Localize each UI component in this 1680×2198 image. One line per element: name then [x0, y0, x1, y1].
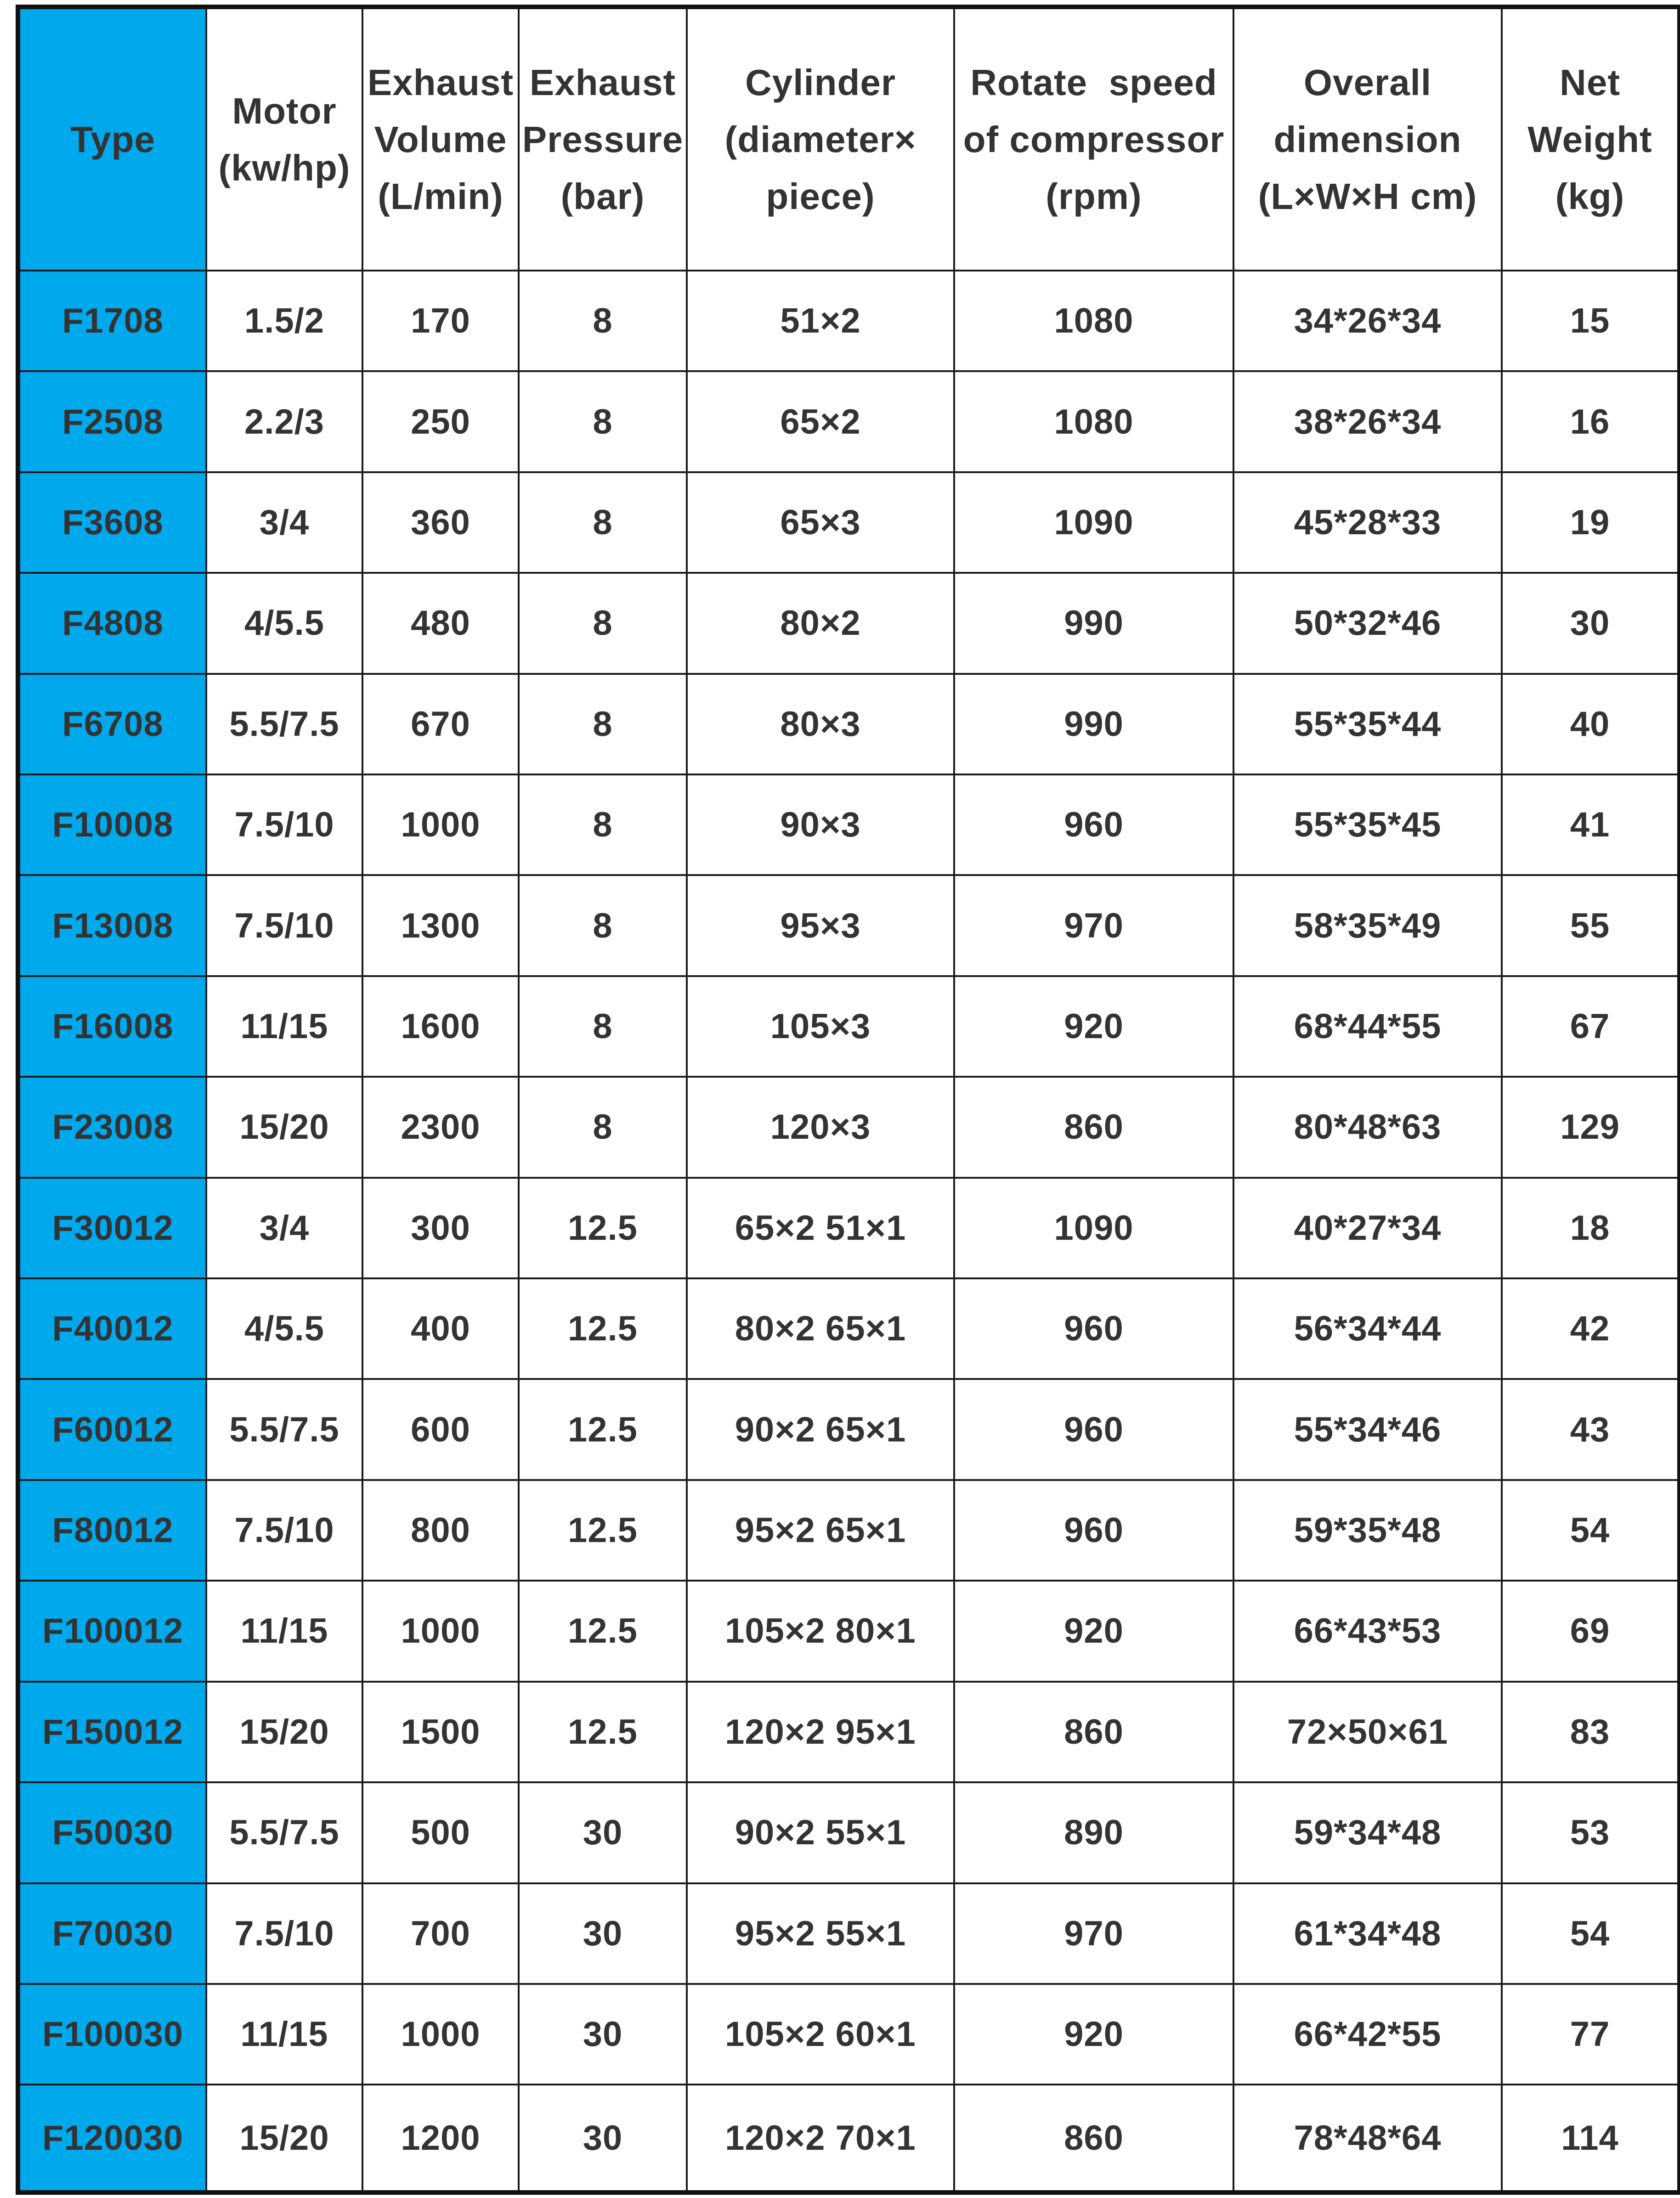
header-line: (kw/hp): [218, 147, 351, 188]
cell-motor: 7.5/10: [206, 1883, 362, 1984]
cell-type: F10008: [18, 774, 206, 875]
cell-exhaust-pressure: 8: [519, 875, 687, 976]
header-line: (L/min): [378, 175, 503, 217]
table-row: [18, 1278, 1680, 1379]
cell-motor: 1.5/2: [206, 271, 362, 371]
table-row: [18, 1682, 1680, 1782]
cell-exhaust-pressure: 30: [519, 1984, 687, 2085]
header-row: [18, 7, 1680, 271]
header-line: Weight: [1527, 119, 1652, 160]
table-row: [18, 674, 1680, 774]
header-line: dimension: [1273, 119, 1462, 160]
cell-net-weight: 54: [1502, 1480, 1680, 1581]
cell-cylinder: 105×2 60×1: [687, 1984, 954, 2085]
table-row: [18, 1379, 1680, 1480]
cell-net-weight: 42: [1502, 1278, 1680, 1379]
cell-motor: 15/20: [206, 1077, 362, 1177]
cell-cylinder: 105×2 80×1: [687, 1581, 954, 1681]
header-line: Volume: [374, 119, 507, 160]
cell-cylinder: 120×3: [687, 1077, 954, 1177]
cell-motor: 15/20: [206, 1682, 362, 1782]
header-exhaust-pressure: [519, 7, 687, 271]
cell-net-weight: 30: [1502, 573, 1680, 673]
cell-motor: 15/20: [206, 2085, 362, 2192]
cell-motor: 4/5.5: [206, 573, 362, 673]
cell-cylinder: 120×2 70×1: [687, 2085, 954, 2192]
cell-exhaust-volume: 1200: [362, 2085, 519, 2192]
cell-cylinder: 65×2: [687, 371, 954, 472]
cell-cylinder: 90×2 55×1: [687, 1782, 954, 1883]
spec-table: [16, 5, 1680, 2195]
cell-rotate-speed: 960: [954, 1379, 1233, 1480]
cell-rotate-speed: 1090: [954, 472, 1233, 573]
cell-rotate-speed: 1080: [954, 271, 1233, 371]
cell-overall-dimension: 55*35*44: [1233, 674, 1502, 774]
cell-overall-dimension: 45*28*33: [1233, 472, 1502, 573]
cell-type: F13008: [18, 875, 206, 976]
cell-cylinder: 95×3: [687, 875, 954, 976]
cell-rotate-speed: 890: [954, 1782, 1233, 1883]
cell-overall-dimension: 66*42*55: [1233, 1984, 1502, 2085]
cell-exhaust-volume: 1000: [362, 1984, 519, 2085]
cell-motor: 2.2/3: [206, 371, 362, 472]
cell-type: F60012: [18, 1379, 206, 1480]
cell-exhaust-volume: 480: [362, 573, 519, 673]
cell-rotate-speed: 860: [954, 1682, 1233, 1782]
cell-cylinder: 95×2 55×1: [687, 1883, 954, 1984]
cell-rotate-speed: 970: [954, 875, 1233, 976]
cell-overall-dimension: 61*34*48: [1233, 1883, 1502, 1984]
header-net-weight: [1502, 7, 1680, 271]
cell-exhaust-pressure: 12.5: [519, 1379, 687, 1480]
table-row: [18, 1581, 1680, 1681]
cell-exhaust-pressure: 8: [519, 371, 687, 472]
cell-overall-dimension: 80*48*63: [1233, 1077, 1502, 1177]
table-row: [18, 875, 1680, 976]
header-line: Pressure: [522, 119, 684, 160]
cell-cylinder: 95×2 65×1: [687, 1480, 954, 1581]
cell-motor: 7.5/10: [206, 875, 362, 976]
cell-exhaust-pressure: 8: [519, 674, 687, 774]
cell-overall-dimension: 59*34*48: [1233, 1782, 1502, 1883]
header-exhaust-volume: [362, 7, 519, 271]
cell-type: F30012: [18, 1178, 206, 1278]
table-row: [18, 271, 1680, 371]
cell-net-weight: 69: [1502, 1581, 1680, 1681]
table-row: [18, 774, 1680, 875]
header-line: Type: [70, 119, 155, 160]
cell-net-weight: 77: [1502, 1984, 1680, 2085]
table-row: [18, 1077, 1680, 1177]
cell-rotate-speed: 960: [954, 1278, 1233, 1379]
cell-type: F100012: [18, 1581, 206, 1681]
table-body: [18, 271, 1680, 2192]
cell-exhaust-pressure: 8: [519, 774, 687, 875]
header-line: Cylinder: [745, 62, 896, 103]
cell-type: F16008: [18, 976, 206, 1077]
cell-exhaust-volume: 600: [362, 1379, 519, 1480]
table-row: [18, 1883, 1680, 1984]
cell-type: F150012: [18, 1682, 206, 1782]
cell-overall-dimension: 55*35*45: [1233, 774, 1502, 875]
cell-cylinder: 51×2: [687, 271, 954, 371]
cell-net-weight: 40: [1502, 674, 1680, 774]
cell-motor: 11/15: [206, 1984, 362, 2085]
cell-exhaust-pressure: 8: [519, 472, 687, 573]
cell-exhaust-pressure: 30: [519, 1883, 687, 1984]
cell-net-weight: 16: [1502, 371, 1680, 472]
cell-motor: 11/15: [206, 1581, 362, 1681]
cell-exhaust-pressure: 12.5: [519, 1581, 687, 1681]
cell-exhaust-pressure: 8: [519, 1077, 687, 1177]
cell-rotate-speed: 1090: [954, 1178, 1233, 1278]
cell-rotate-speed: 960: [954, 774, 1233, 875]
cell-overall-dimension: 55*34*46: [1233, 1379, 1502, 1480]
cell-rotate-speed: 1080: [954, 371, 1233, 472]
header-line: Exhaust: [367, 62, 514, 103]
header-line: (diameter×: [724, 119, 916, 160]
cell-type: F1708: [18, 271, 206, 371]
cell-exhaust-volume: 300: [362, 1178, 519, 1278]
cell-overall-dimension: 78*48*64: [1233, 2085, 1502, 2192]
cell-overall-dimension: 38*26*34: [1233, 371, 1502, 472]
cell-exhaust-volume: 2300: [362, 1077, 519, 1177]
cell-exhaust-volume: 1000: [362, 1581, 519, 1681]
header-rotate-speed: [954, 7, 1233, 271]
cell-exhaust-pressure: 12.5: [519, 1480, 687, 1581]
cell-cylinder: 105×3: [687, 976, 954, 1077]
cell-type: F70030: [18, 1883, 206, 1984]
cell-net-weight: 19: [1502, 472, 1680, 573]
header-line: Rotate speed: [970, 62, 1217, 103]
cell-net-weight: 83: [1502, 1682, 1680, 1782]
cell-cylinder: 90×3: [687, 774, 954, 875]
header-line: (L×W×H cm): [1258, 175, 1477, 217]
cell-motor: 3/4: [206, 1178, 362, 1278]
table-row: [18, 976, 1680, 1077]
cell-exhaust-volume: 400: [362, 1278, 519, 1379]
cell-motor: 7.5/10: [206, 1480, 362, 1581]
cell-exhaust-volume: 360: [362, 472, 519, 573]
cell-net-weight: 43: [1502, 1379, 1680, 1480]
table-row: [18, 1178, 1680, 1278]
table-row: [18, 1782, 1680, 1883]
cell-type: F2508: [18, 371, 206, 472]
header-line: (rpm): [1046, 175, 1142, 217]
cell-type: F6708: [18, 674, 206, 774]
cell-cylinder: 80×3: [687, 674, 954, 774]
cell-overall-dimension: 68*44*55: [1233, 976, 1502, 1077]
cell-type: F100030: [18, 1984, 206, 2085]
cell-motor: 5.5/7.5: [206, 1782, 362, 1883]
table-row: [18, 472, 1680, 573]
cell-exhaust-volume: 670: [362, 674, 519, 774]
cell-type: F3608: [18, 472, 206, 573]
cell-net-weight: 15: [1502, 271, 1680, 371]
cell-exhaust-volume: 800: [362, 1480, 519, 1581]
cell-overall-dimension: 66*43*53: [1233, 1581, 1502, 1681]
cell-exhaust-pressure: 8: [519, 271, 687, 371]
header-cylinder: [687, 7, 954, 271]
cell-exhaust-volume: 1300: [362, 875, 519, 976]
cell-rotate-speed: 920: [954, 1581, 1233, 1681]
header-type: [18, 7, 206, 271]
cell-net-weight: 18: [1502, 1178, 1680, 1278]
cell-exhaust-pressure: 30: [519, 1782, 687, 1883]
cell-type: F23008: [18, 1077, 206, 1177]
cell-exhaust-pressure: 12.5: [519, 1682, 687, 1782]
cell-cylinder: 65×3: [687, 472, 954, 573]
cell-rotate-speed: 990: [954, 573, 1233, 673]
cell-overall-dimension: 34*26*34: [1233, 271, 1502, 371]
cell-exhaust-volume: 500: [362, 1782, 519, 1883]
header-line: Overall: [1303, 62, 1432, 103]
cell-rotate-speed: 960: [954, 1480, 1233, 1581]
cell-rotate-speed: 990: [954, 674, 1233, 774]
cell-exhaust-pressure: 12.5: [519, 1278, 687, 1379]
header-line: Motor: [232, 90, 337, 131]
table-row: [18, 371, 1680, 472]
cell-motor: 7.5/10: [206, 774, 362, 875]
table-row: [18, 1480, 1680, 1581]
cell-exhaust-pressure: 30: [519, 2085, 687, 2192]
cell-exhaust-volume: 170: [362, 271, 519, 371]
cell-cylinder: 90×2 65×1: [687, 1379, 954, 1480]
cell-cylinder: 80×2 65×1: [687, 1278, 954, 1379]
header-line: (kg): [1555, 175, 1625, 217]
cell-motor: 5.5/7.5: [206, 674, 362, 774]
cell-net-weight: 54: [1502, 1883, 1680, 1984]
cell-net-weight: 41: [1502, 774, 1680, 875]
cell-cylinder: 80×2: [687, 573, 954, 673]
cell-overall-dimension: 56*34*44: [1233, 1278, 1502, 1379]
header-line: Exhaust: [529, 62, 676, 103]
cell-rotate-speed: 860: [954, 2085, 1233, 2192]
cell-motor: 4/5.5: [206, 1278, 362, 1379]
cell-motor: 11/15: [206, 976, 362, 1077]
table-row: [18, 1984, 1680, 2085]
cell-cylinder: 65×2 51×1: [687, 1178, 954, 1278]
cell-exhaust-pressure: 8: [519, 976, 687, 1077]
cell-type: F50030: [18, 1782, 206, 1883]
header-line: (bar): [560, 175, 645, 217]
cell-net-weight: 55: [1502, 875, 1680, 976]
cell-type: F40012: [18, 1278, 206, 1379]
cell-overall-dimension: 58*35*49: [1233, 875, 1502, 976]
table-row: [18, 2085, 1680, 2192]
cell-net-weight: 53: [1502, 1782, 1680, 1883]
cell-type: F80012: [18, 1480, 206, 1581]
cell-net-weight: 114: [1502, 2085, 1680, 2192]
cell-overall-dimension: 59*35*48: [1233, 1480, 1502, 1581]
cell-motor: 3/4: [206, 472, 362, 573]
cell-net-weight: 67: [1502, 976, 1680, 1077]
header-overall-dimension: [1233, 7, 1502, 271]
header-line: Net: [1560, 62, 1620, 103]
cell-exhaust-volume: 1500: [362, 1682, 519, 1782]
header-line: of compressor: [963, 119, 1225, 160]
cell-exhaust-pressure: 8: [519, 573, 687, 673]
cell-exhaust-volume: 1000: [362, 774, 519, 875]
cell-exhaust-volume: 250: [362, 371, 519, 472]
header-motor: [206, 7, 362, 271]
cell-rotate-speed: 920: [954, 976, 1233, 1077]
header-line: piece): [766, 175, 875, 217]
cell-exhaust-volume: 1600: [362, 976, 519, 1077]
cell-cylinder: 120×2 95×1: [687, 1682, 954, 1782]
cell-type: F4808: [18, 573, 206, 673]
cell-net-weight: 129: [1502, 1077, 1680, 1177]
cell-rotate-speed: 920: [954, 1984, 1233, 2085]
cell-rotate-speed: 970: [954, 1883, 1233, 1984]
cell-motor: 5.5/7.5: [206, 1379, 362, 1480]
cell-type: F120030: [18, 2085, 206, 2192]
cell-exhaust-volume: 700: [362, 1883, 519, 1984]
cell-exhaust-pressure: 12.5: [519, 1178, 687, 1278]
cell-overall-dimension: 72×50×61: [1233, 1682, 1502, 1782]
cell-overall-dimension: 50*32*46: [1233, 573, 1502, 673]
table-row: [18, 573, 1680, 673]
cell-overall-dimension: 40*27*34: [1233, 1178, 1502, 1278]
cell-rotate-speed: 860: [954, 1077, 1233, 1177]
